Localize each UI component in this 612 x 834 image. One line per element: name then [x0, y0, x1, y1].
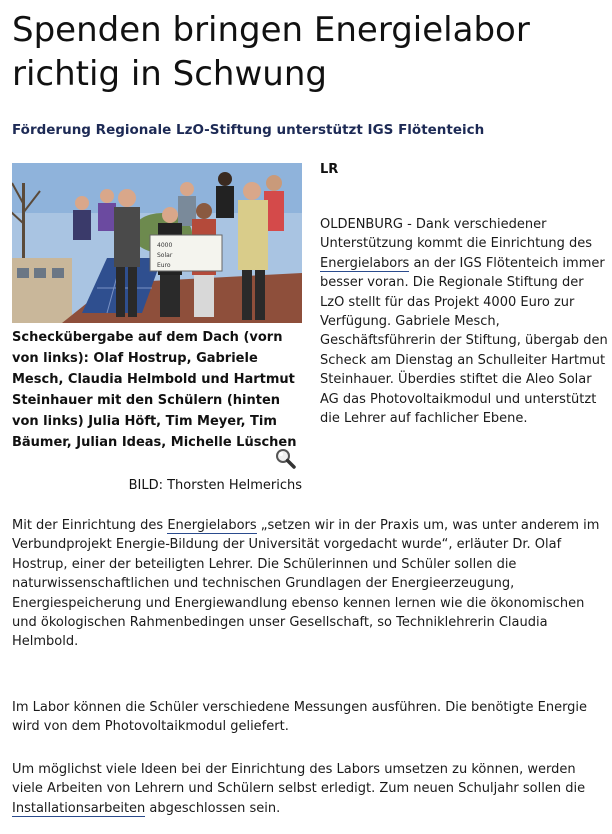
energielabor-link[interactable]: Energielabors: [167, 518, 257, 533]
lead-text: OLDENBURG - Dank verschiedener Unterstützung kommt die Einrichtung des: [320, 217, 593, 252]
energielabor-link[interactable]: Energielabors: [320, 255, 410, 271]
check-text: Euro: [157, 262, 171, 269]
byline: LR: [320, 162, 339, 177]
body-paragraph: [12, 760, 608, 818]
paragraph-text: „setzen wir in der Praxis um, was unter anderem im Verbundprojekt Energie-Bildung der Universität vorgedacht wurde“, erläuter Dr. Olaf Hostrup, einer der beteiligten Lehrer. Die Schülerinnen und Schüler sollen die naturwissenschaftlichen und technischen Grundlagen der Energieerzeugung, Energiespeicherung und Energiewandlung ebenso kennen lernen wie die ökonomischen und ökologischen Rahmenbedingen unser Gesellschaft, so Techniklehrerin Claudia Helmbold.: [12, 518, 600, 650]
paragraph-text: Mit der Einrichtung des: [12, 518, 168, 533]
photo-credit: BILD: Thorsten Helmerichs: [128, 478, 302, 493]
headline: Spenden bringen Energielabor richtig in Schwung: [12, 10, 530, 94]
paragraph-text: abgeschlossen sein.: [145, 800, 281, 816]
check-text: Solar: [157, 252, 173, 259]
subheadline: Förderung Regionale LzO-Stiftung unterstützt IGS Flötenteich: [12, 122, 485, 138]
body-paragraph: Im Labor können die Schüler verschiedene Messungen ausführen. Die benötigte Energie wird von dem Photovoltaikmodul geliefert.: [12, 700, 588, 735]
paragraph-text: Um möglichst viele Ideen bei der Einrichtung des Labors umsetzen zu können, werden viele Arbeiten von Lehrern und Schülern selbst erledigt. Zum neuen Schuljahr sollen die: [12, 762, 586, 797]
installationsarbeiten-link[interactable]: Installationsarbeiten: [12, 800, 146, 816]
body-paragraph: [12, 516, 608, 652]
article-photo[interactable]: [12, 163, 302, 323]
check-text: 4000: [157, 242, 173, 249]
magnifier-icon[interactable]: [273, 447, 297, 471]
photo-caption: Scheckübergabe auf dem Dach (vorn von links): Olaf Hostrup, Gabriele Mesch, Claudia Helmbold und Hartmut Steinhauer mit den Schülern (hinten von links) Julia Höft, Tim Meyer, Tim Bäumer, Julian Ideas, Michelle Lüschen: [12, 330, 297, 450]
photo-illustration: [12, 163, 302, 323]
lead-text: an der IGS Flötenteich immer besser voran. Die Regionale Stiftung der LzO stellt für das Projekt 4000 Euro zur Verfügung. Gabriele Mesch, Geschäftsführerin der Stiftung, übergab den Scheck am Dienstag an Schulleiter Hartmut Steinhauer. Überdies stiftet die Aleo Solar AG das Photovoltaikmodul und unterstützt die Lehrer auf fachlicher Ebene.: [320, 255, 608, 427]
lead-paragraph: [320, 215, 610, 428]
